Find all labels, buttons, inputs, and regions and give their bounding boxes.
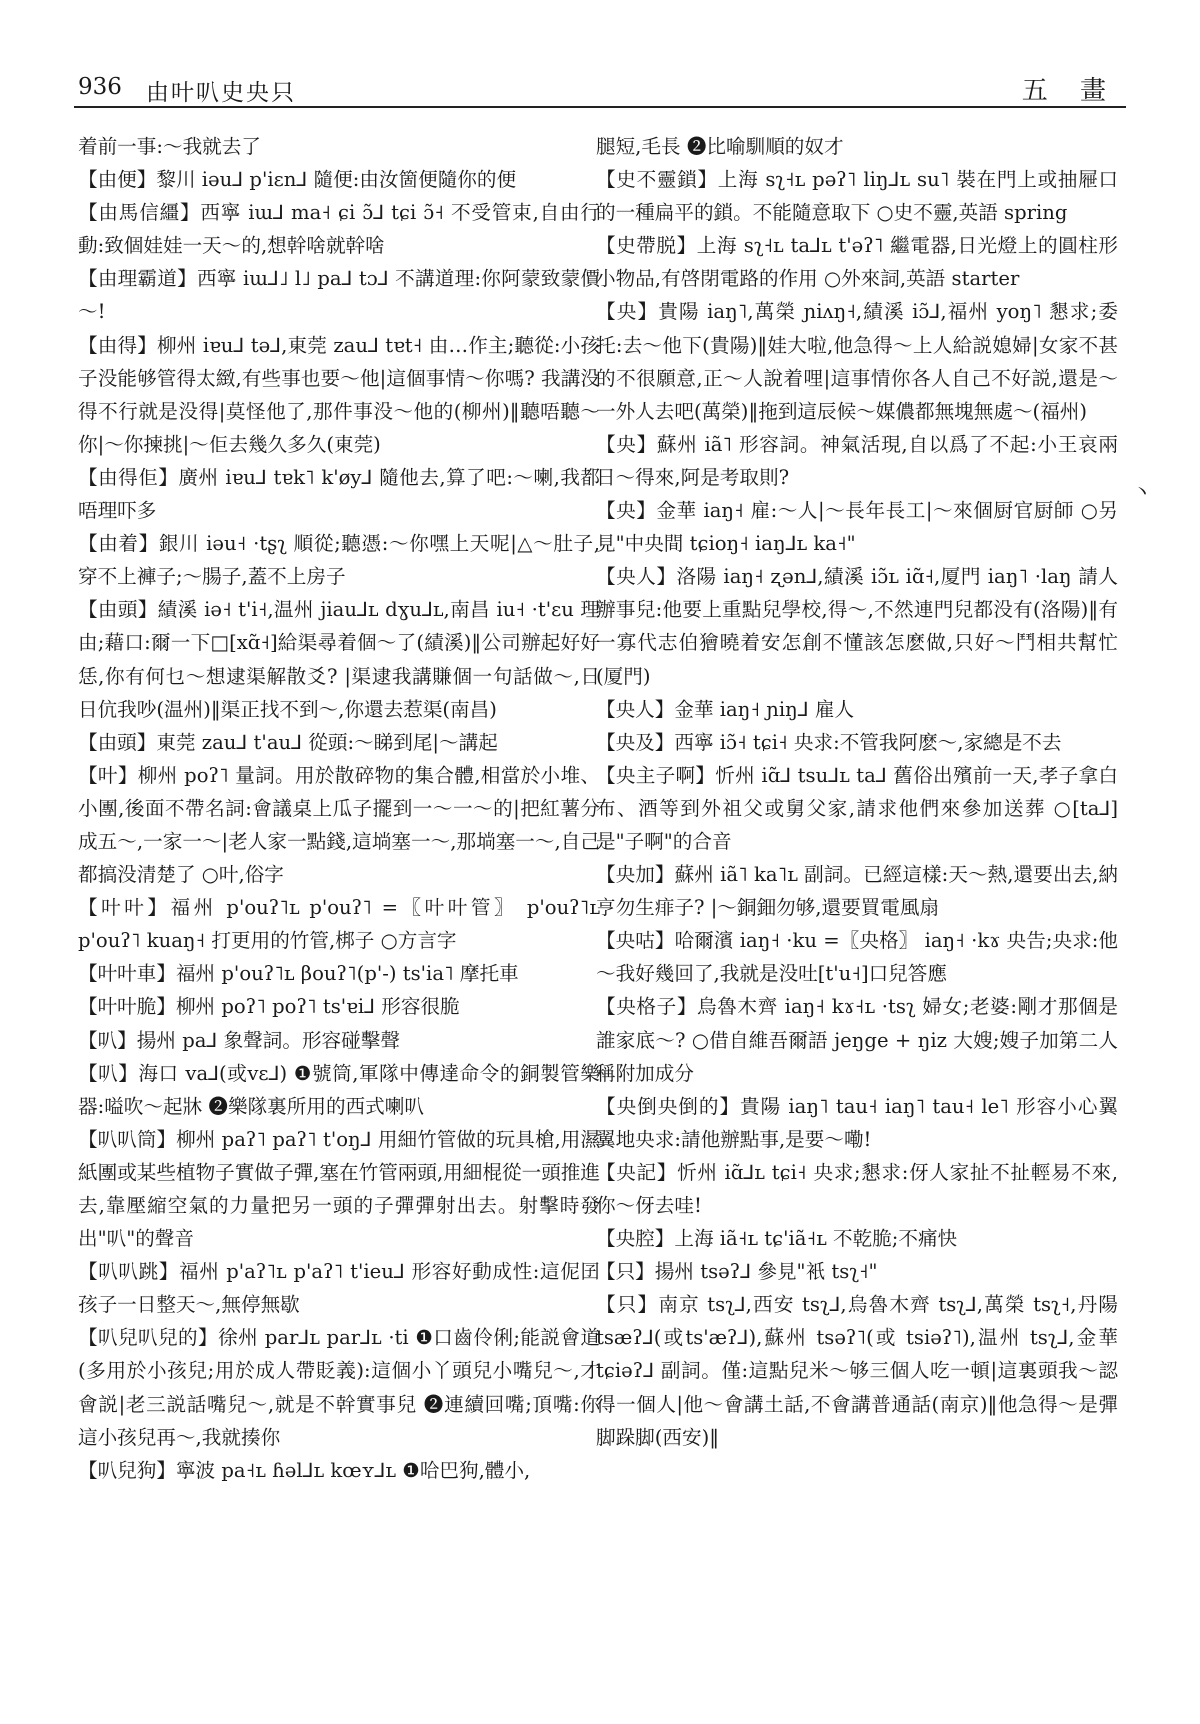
- dictionary-entry: 【央記】忻州 iɑ̃⅃ʟ tɕi˧ 央求;懇求:伢人家扯不扯輕易不來,你～伢去哇!: [596, 1160, 1118, 1217]
- dictionary-entry: 【叭兒叭兒的】徐州 par⅃ʟ par⅃ʟ ·ti ❶口齒伶俐;能説會道(多用於小孩兒;用於成人帶貶義):這個小丫頭兒小嘴兒～,才會説|老三説話嘴兒～,就是不幹實事兒 ❷連續回嘴;頂嘴:你這小孩兒再～,我就揍你: [78, 1326, 600, 1449]
- page-header: [74, 70, 1126, 108]
- dictionary-entry: 【叶】柳州 poʔ˥ 量詞。用於散碎物的集合體,相當於小堆、小團,後面不帶名詞:會議桌上瓜子擺到一～一～的|把紅薯分成五～,一家一～|老人家一點錢,這埫塞一～,那埫塞一～,自己都搞没清楚了 ○叶,俗字: [78, 763, 600, 887]
- dictionary-entry: 【叶叶脆】柳州 poʔ˥ poʔ˥ ts'ɐi⅃ 形容很脆: [78, 995, 460, 1019]
- dictionary-entry: 【叶叶車】福州 p'ouʔ˥ʟ βouʔ˥(p'-) ts'ia˥ 摩托車: [78, 962, 519, 986]
- dictionary-entry: 【由頭】績溪 iə˧ t'i˧,温州 jiau⅃ʟ dɣu⅃ʟ,南昌 iu˧ ·t'ɛu 理由;藉口:爾一下□[xɑ̃˧]給渠尋着個～了(績溪)‖公司辦起好好恁,你有何乜～想逮渠解散爻? |渠逮我講賺個一句話做～,日日伉我吵(温州)‖渠正找不到～,你還去惹渠(南昌): [78, 598, 600, 721]
- dictionary-entry: 【央倒央倒的】貴陽 iaŋ˥ tau˧ iaŋ˥ tau˧ le˥ 形容小心翼翼地央求:請他辦點事,是要～嘞!: [596, 1094, 1118, 1151]
- dictionary-entry: 【叭叭筒】柳州 paʔ˥ paʔ˥ t'oŋ⅃ 用細竹管做的玩具槍,用濕紙團或某些植物子實做子彈,塞在竹管兩頭,用細棍從一頭推進去,靠壓縮空氣的力量把另一頭的子彈彈射出去。射擊時發出"叭"的聲音: [78, 1127, 600, 1251]
- dictionary-entry: 【叭】海口 va⅃(或vɛ⅃) ❶號筒,軍隊中傳達命令的銅製管樂器:嗌吹～起牀 ❷樂隊裏所用的西式喇叭: [78, 1061, 600, 1118]
- dictionary-entry: 【叭叭跳】福州 p'aʔ˥ʟ p'aʔ˥ t'ieu⅃ 形容好動成性:這伲囝孩子一日整天～,無停無歇: [78, 1260, 600, 1317]
- dictionary-entry: 【只】南京 tsʅ⅃,西安 tsʅ⅃,烏魯木齊 tsʅ⅃,萬榮 tsʅ˧,丹陽 tsæʔ⅃(或ts'æʔ⅃),蘇州 tsəʔ˥(或 tsiəʔ˥),温州 tsʅ⅃,金華 tɕiəʔ⅃ 副詞。僅:這點兒米～够三個人吃一頓|這裏頭我～認得一個人|他～會講土話,不會講普通話(南京)‖他急得～是彈脚跺脚(西安)‖: [596, 1293, 1118, 1449]
- dictionary-entry: 【由得】柳州 iɐu⅃ tə⅃,東莞 zau⅃ tɐt˧ 由…作主;聽從:小孩子没能够管得太緻,有些事也要～他|這個事情～你嗎? 我講没得不行就是没得|莫怪他了,那件事没～他的(柳州)‖聽唔聽～你|～你揀挑|～佢去幾久多久(東莞): [78, 333, 600, 456]
- dictionary-entry: 【由馬信繮】西寧 iɯ⅃ ma˧ ɕi ɔ̃⅃ tɕi ɔ̃˧ 不受管束,自由行動:致個娃娃一天～的,想幹啥就幹啥: [78, 201, 600, 258]
- dictionary-entry: 【叶叶】福州 p'ouʔ˥ʟ p'ouʔ˥ =〖叶叶管〗 p'ouʔ˥ʟ p'ouʔ˥ kuaŋ˧ 打更用的竹管,梆子 ○方言字: [78, 896, 600, 953]
- dictionary-entry: 【央咕】哈爾濱 iaŋ˧ ·ku =〖央格〗 iaŋ˧ ·kɤ 央告;央求:他～我好幾回了,我就是没吐[t'u˧]口兒答應: [596, 929, 1118, 986]
- dictionary-entry: 【由得佢】廣州 iɐu⅃ tɐk˥ k'øy⅃ 隨他去,算了吧:～喇,我都唔理吓多: [78, 465, 600, 523]
- page-running-title: 由叶叭史央只: [146, 80, 296, 106]
- dictionary-entry: 【央人】金華 iaŋ˧ ɲiŋ⅃ 雇人: [596, 697, 855, 721]
- section-label: 五 畫: [1021, 76, 1118, 106]
- dictionary-entry: 【央主子啊】忻州 iɑ̃⅃ tsu⅃ʟ ta⅃ 舊俗出殯前一天,孝子拿白布、酒等到外祖父或舅父家,請求他們來參加送葬 ○[ta⅃]是"子啊"的合音: [596, 763, 1118, 853]
- left-column: [78, 130, 600, 1487]
- dictionary-entry: 【由理霸道】西寧 iɯ⅃˩ l˩ pa⅃ tɔ⅃ 不講道理:你阿蒙致蒙價～!: [78, 267, 600, 324]
- dictionary-entry: 【央腔】上海 iã˧ʟ tɕ'iã˧ʟ 不乾脆;不痛快: [596, 1227, 958, 1251]
- right-column: [596, 130, 1118, 1454]
- dictionary-entry: 【由頭】東莞 zau⅃ t'au⅃ 從頭:～睇到尾|～講起: [78, 730, 498, 754]
- dictionary-entry: 【央】金華 iaŋ˧ 雇:～人|～長年長工|～來個厨官厨師 ○另見"中央間 tɕioŋ˧ iaŋ⅃ʟ ka˧": [596, 499, 1118, 556]
- dictionary-entry: 【央】蘇州 iã˥ 形容詞。神氣活現,自以爲了不起:小王哀兩日～得來,阿是考取則?: [596, 432, 1118, 489]
- margin-mark: 丶: [1132, 480, 1152, 504]
- dictionary-entry: 【史不靈鎖】上海 sʅ˧ʟ pəʔ˥ liŋ⅃ʟ su˥ 裝在門上或抽屜口的一種扁平的鎖。不能隨意取下 ○史不靈,英語 spring: [596, 168, 1118, 225]
- dictionary-entry: 【史帶脱】上海 sʅ˧ʟ ta⅃ʟ t'əʔ˥ 繼電器,日光燈上的圓柱形小物品,有啓閉電路的作用 ○外來詞,英語 starter: [596, 234, 1118, 291]
- dictionary-entry: 【央加】蘇州 iã˥ ka˥ʟ 副詞。已經這樣:天～熱,還要出去,納亨勿生痱子? |～銅鈿勿够,還要買電風扇: [596, 863, 1118, 920]
- dictionary-entry: 【央】貴陽 iaŋ˥,萬榮 ɲiʌŋ˧,績溪 iɔ̃⅃,福州 yoŋ˥ 懇求;委托:去～他下(貴陽)‖娃大啦,他急得～上人給説媳婦|女家不甚的不很願意,正～人說着哩|這事情你各人自己不好説,還是～一外人去吧(萬榮)‖拖到這辰候～媒儂都無塊無處～(福州): [596, 300, 1118, 423]
- dictionary-entry: 着前一事:～我就去了: [78, 135, 261, 158]
- dictionary-entry: 腿短,毛長 ❷比喻馴順的奴才: [596, 135, 844, 158]
- dictionary-entry: 【央及】西寧 iɔ̃˧ tɕi˧ 央求:不管我阿麽～,家總是不去: [596, 730, 1062, 754]
- dictionary-entry: 【央格子】烏魯木齊 iaŋ˧ kɤ˧ʟ ·tsʅ 婦女;老婆:剛才那個是誰家底～? ○借自維吾爾語 jeŋge + ŋiz 大嫂;嫂子加第二人稱附加成分: [596, 995, 1118, 1085]
- dictionary-entry: 【只】揚州 tsəʔ⅃ 參見"衹 tsʅ˧": [596, 1260, 878, 1284]
- dictionary-entry: 【叭】揚州 pa⅃ 象聲詞。形容碰擊聲: [78, 1028, 400, 1052]
- dictionary-entry: 【由便】黎川 iəu⅃ p'iɛn⅃ 隨便:由汝箇便隨你的便: [78, 168, 517, 192]
- page-number: 936: [78, 74, 122, 100]
- dictionary-entry: 【央人】洛陽 iaŋ˧ ʐən⅃,績溪 iɔ̃ʟ iɑ̃˧,厦門 iaŋ˥ ·laŋ 請人辦事兒:他要上重點兒學校,得～,不然連門兒都没有(洛陽)‖有一寡代志伯獪曉着安怎創不懂該怎麽做,只好～鬥相共幫忙(厦門): [596, 565, 1118, 688]
- dictionary-entry: 【叭兒狗】寧波 pa˧ʟ ɦəl⅃ʟ kœʏ⅃ʟ ❶哈巴狗,體小,: [78, 1458, 531, 1482]
- dictionary-entry: 【由着】銀川 iəu˧ ·tʂʅ 順從;聽憑:～你嘿上天呢|△～肚子,穿不上褲子;～腸子,蓋不上房子: [78, 532, 600, 589]
